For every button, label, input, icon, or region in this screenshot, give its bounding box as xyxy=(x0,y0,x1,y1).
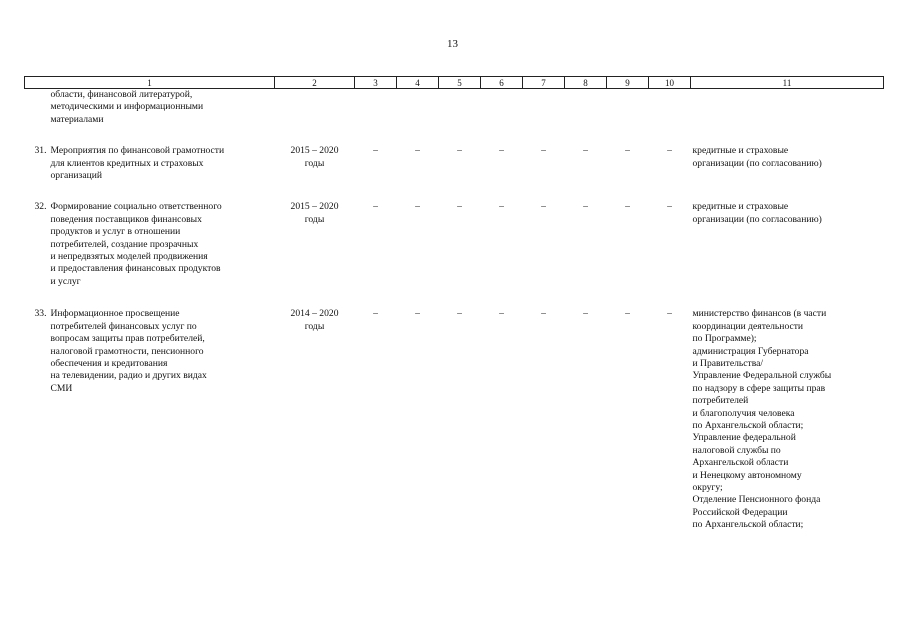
column-header-6: 6 xyxy=(481,77,523,89)
program-table xyxy=(24,76,884,552)
period-cell: 2015 – 2020 годы xyxy=(290,145,339,169)
column-header-5: 5 xyxy=(439,77,481,89)
period-cell: 2015 – 2020 годы xyxy=(290,201,339,225)
value-cell: – xyxy=(373,201,378,213)
page-number: 13 xyxy=(447,38,458,50)
executor-cell: кредитные и страховые организации (по согласованию) xyxy=(692,145,822,169)
value-cell: – xyxy=(583,145,588,157)
column-number-row xyxy=(25,77,884,89)
column-header-2: 2 xyxy=(275,77,355,89)
table-row xyxy=(25,201,884,308)
value-cell: – xyxy=(373,308,378,320)
column-header-3: 3 xyxy=(355,77,397,89)
value-cell: – xyxy=(667,308,672,320)
empty-cells xyxy=(275,89,884,146)
row-number: 32. xyxy=(34,201,47,213)
value-cell: – xyxy=(499,308,504,320)
period-cell: 2014 – 2020 годы xyxy=(290,308,339,332)
value-cell: – xyxy=(415,308,420,320)
column-header-7: 7 xyxy=(523,77,565,89)
value-cell: – xyxy=(415,201,420,213)
measure-name: Мероприятия по финансовой грамотности для клиентов кредитных и страховых организаций xyxy=(50,145,225,182)
row-number: 33. xyxy=(34,308,47,320)
value-cell: – xyxy=(457,201,462,213)
executor-cell: министерство финансов (в части координации деятельности по Программе); администрация Губернатора и Правительства/ Управление Федеральной службы по надзору в сфере защиты прав потребителей и благополучия человека по Архангельской области; Управление федеральной налоговой службы по Архангельской области и Ненецкому автономному округу; Отделение Пенсионного фонда Российской Федерации по Архангельской области; xyxy=(692,308,832,531)
value-cell: – xyxy=(415,145,420,157)
value-cell: – xyxy=(583,201,588,213)
value-cell: – xyxy=(625,308,630,320)
column-header-11: 11 xyxy=(691,77,884,89)
measure-name: Формирование социально ответственного поведения поставщиков финансовых продуктов и услуг в отношении потребителей, создание прозрачных и непредвзятых моделей продвижения и предоставления финансовых продуктов и услуг xyxy=(50,201,222,287)
value-cell: – xyxy=(625,145,630,157)
value-cell: – xyxy=(457,145,462,157)
value-cell: – xyxy=(499,201,504,213)
row-number: 31. xyxy=(34,145,47,157)
column-header-8: 8 xyxy=(565,77,607,89)
column-header-1: 1 xyxy=(25,77,275,89)
column-header-9: 9 xyxy=(607,77,649,89)
table-row xyxy=(25,308,884,551)
value-cell: – xyxy=(541,308,546,320)
column-header-10: 10 xyxy=(649,77,691,89)
value-cell: – xyxy=(583,308,588,320)
measure-name: области, финансовой литературой, методическими и информационными материалами xyxy=(50,89,204,125)
value-cell: – xyxy=(499,145,504,157)
executor-cell: кредитные и страховые организации (по согласованию) xyxy=(692,201,822,225)
value-cell: – xyxy=(541,201,546,213)
value-cell: – xyxy=(625,201,630,213)
value-cell: – xyxy=(667,145,672,157)
table-row-continuation xyxy=(25,89,884,146)
column-header-4: 4 xyxy=(397,77,439,89)
row-number xyxy=(25,89,49,146)
table-row xyxy=(25,145,884,201)
value-cell: – xyxy=(373,145,378,157)
value-cell: – xyxy=(541,145,546,157)
measure-name: Информационное просвещение потребителей финансовых услуг по вопросам защиты прав потребителей, налоговой грамотности, пенсионного обеспечения и кредитования на телевидении, радио и других видах СМИ xyxy=(50,308,207,394)
value-cell: – xyxy=(457,308,462,320)
value-cell: – xyxy=(667,201,672,213)
